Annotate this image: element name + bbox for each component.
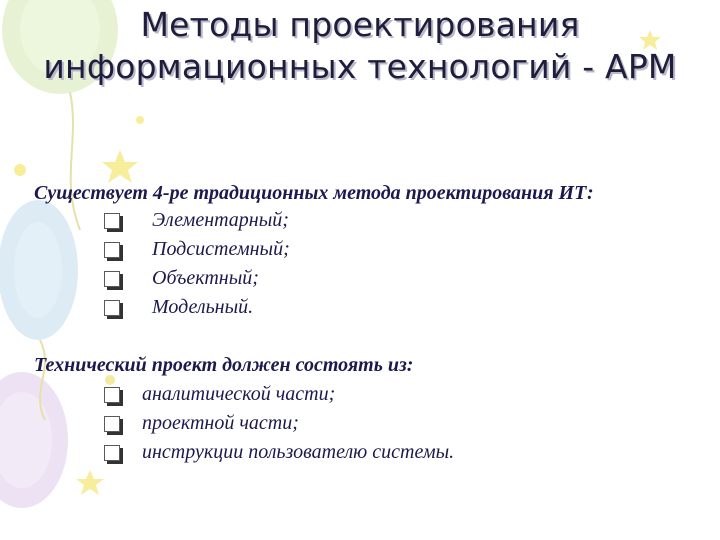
list-item: Подсистемный;	[34, 235, 684, 264]
checkbox-bullet-icon	[104, 213, 120, 229]
intro-text: Существует 4-ре традиционных метода проектирования ИТ:	[34, 182, 594, 204]
list-item: Элементарный;	[34, 206, 684, 235]
tech-project-heading: Технический проект должен состоять из:	[34, 354, 414, 376]
slide-title: Методы проектирования информационных технологий - АРМ	[43, 5, 677, 86]
checkbox-bullet-icon	[104, 271, 120, 287]
checkbox-bullet-icon	[104, 416, 120, 432]
checkbox-bullet-icon	[104, 387, 120, 403]
checkbox-bullet-icon	[104, 300, 120, 316]
list-item: аналитической части;	[34, 380, 684, 409]
list-item: проектной части;	[34, 409, 684, 438]
tech-project-list	[34, 380, 684, 467]
checkbox-bullet-icon	[104, 445, 120, 461]
checkbox-bullet-icon	[104, 242, 120, 258]
list-item: Объектный;	[34, 264, 684, 293]
slide-content	[34, 180, 684, 467]
list-item: инструкции пользователю системы.	[34, 438, 684, 467]
list-item: Модельный.	[34, 293, 684, 322]
methods-list	[34, 206, 684, 322]
